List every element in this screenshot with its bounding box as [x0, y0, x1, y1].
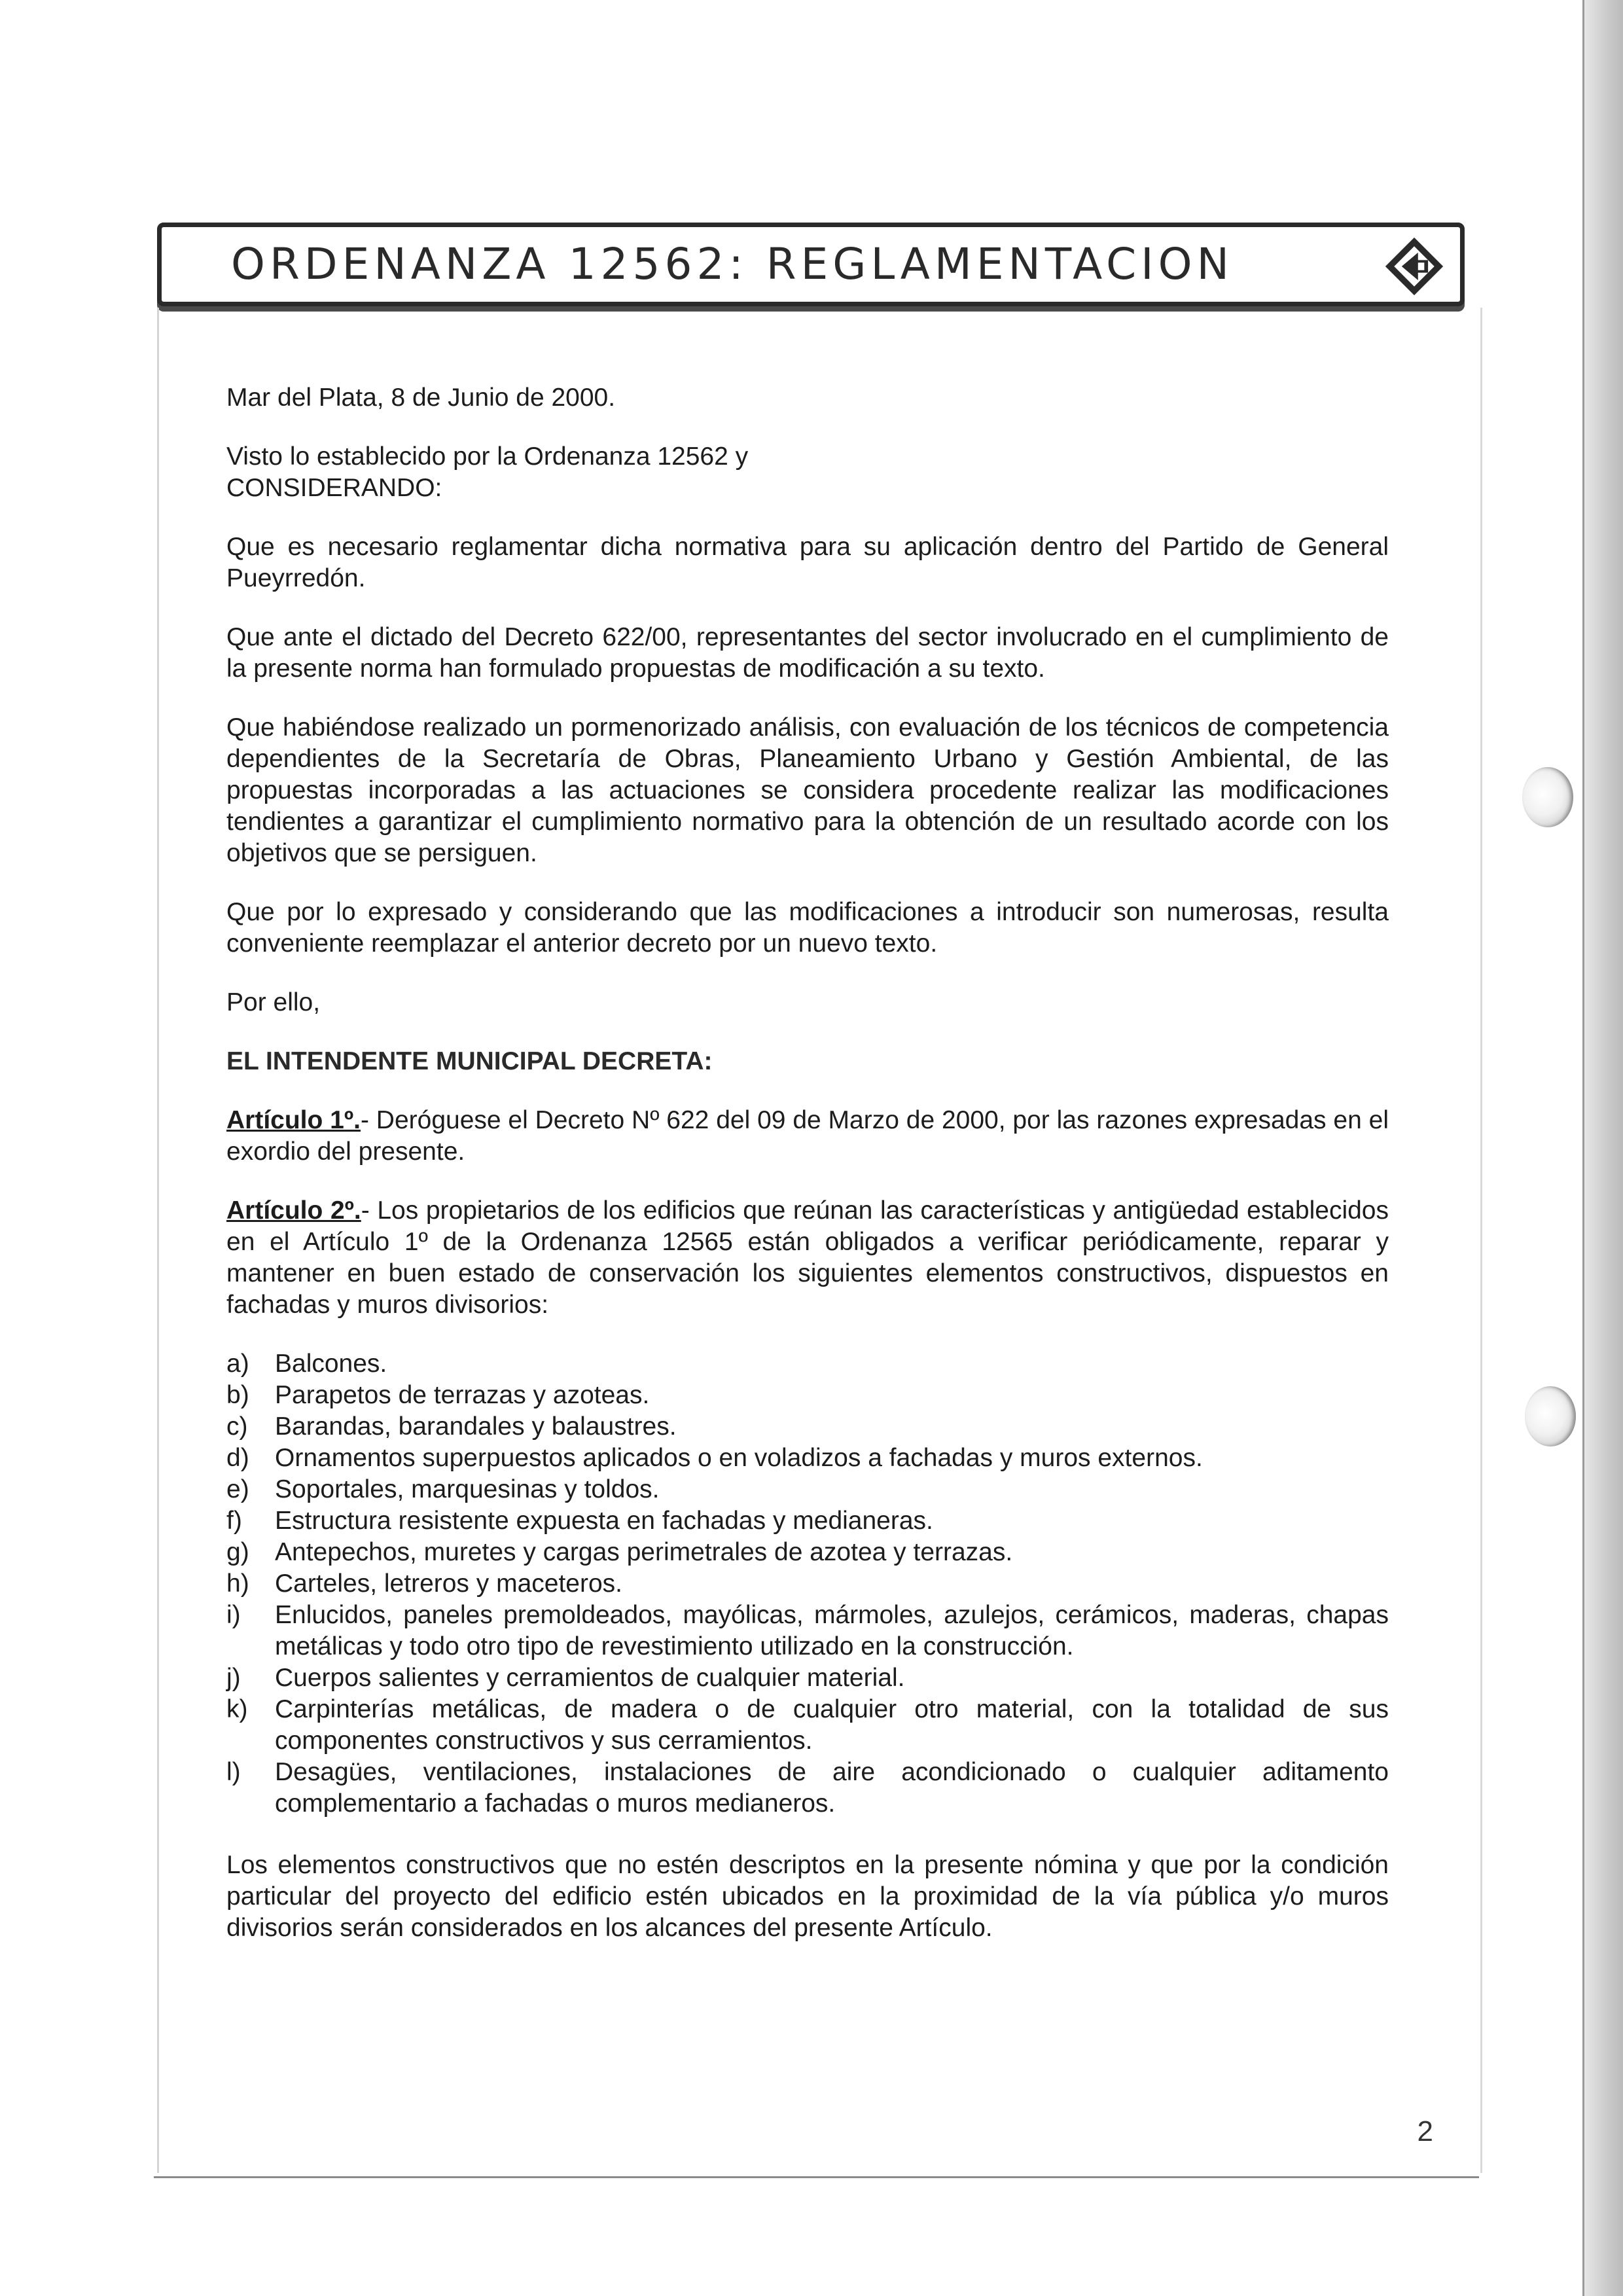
list-item [226, 1505, 1389, 1537]
document-title: ORDENANZA 12562: REGLAMENTACION [231, 239, 1234, 289]
list-item-letter: h) [226, 1570, 249, 1598]
list-item [226, 1443, 1389, 1474]
article-2 [226, 1195, 1389, 1321]
frame-left-rule [157, 308, 159, 2173]
consideration-paragraph: Que habiéndose realizado un pormenorizado análisis, con evaluación de los técnicos de competencia dependientes de la Secretaría de Obras, Planeamiento Urbano y Gestión Ambiental, de las propuestas incorporadas a las actuaciones se considera procedente realizar las modificaciones tendientes a garantizar el cumplimiento normativo para la obtención de un resultado acorde con los objetivos que se persiguen. [226, 713, 1389, 867]
punch-hole [1525, 1386, 1576, 1446]
visto-line: Visto lo establecido por la Ordenanza 12562 y [226, 442, 749, 471]
list-item-text: Desagües, ventilaciones, instalaciones de aire acondicionado o cualquier aditamento complementario a fachadas o muros medianeros. [275, 1758, 1389, 1818]
por-ello-line: Por ello, [226, 988, 321, 1016]
list-item-letter: a) [226, 1350, 249, 1378]
list-item-text: Ornamentos superpuestos aplicados o en voladizos a fachadas y muros externos. [275, 1444, 1203, 1472]
article-1-text: - Deróguese el Decreto Nº 622 del 09 de Marzo de 2000, por las razones expresadas en el exordio del presente. [226, 1106, 1389, 1166]
list-item-text: Soportales, marquesinas y toldos. [275, 1475, 660, 1503]
article-1 [226, 1105, 1389, 1168]
footer-rule [154, 2176, 1479, 2178]
list-item-letter: c) [226, 1412, 248, 1441]
list-item [226, 1662, 1389, 1694]
list-item [226, 1537, 1389, 1568]
punch-hole [1522, 767, 1573, 827]
list-item [226, 1757, 1389, 1820]
consideration-paragraph: Que es necesario reglamentar dicha normativa para su aplicación dentro del Partido de General Pueyrredón. [226, 533, 1389, 592]
elements-list [226, 1348, 1389, 1820]
page-edge-shadow [1582, 0, 1623, 2296]
list-item [226, 1600, 1389, 1662]
consideration-paragraph: Que ante el dictado del Decreto 622/00, representantes del sector involucrado en el cumplimiento de la presente norma han formulado propuestas de modificación a su texto. [226, 623, 1389, 683]
list-item [226, 1474, 1389, 1505]
document-body [226, 382, 1389, 1971]
list-item [226, 1411, 1389, 1443]
list-item-text: Enlucidos, paneles premoldeados, mayólicas, mármoles, azulejos, cerámicos, maderas, chapas metálicas y todo otro tipo de revestimiento utilizado en la construcción. [275, 1601, 1389, 1660]
consideration-paragraph: Que por lo expresado y considerando que las modificaciones a introducir son numerosas, resulta conveniente reemplazar el anterior decreto por un nuevo texto. [226, 898, 1389, 958]
frame-right-rule [1480, 308, 1482, 2173]
header-banner [157, 223, 1465, 306]
list-item-letter: j) [226, 1664, 241, 1692]
article-2-text: - Los propietarios de los edificios que reúnan las características y antigüedad establecidos en el Artículo 1º de la Ordenanza 12565 están obligados a verificar periódicamente, reparar y mantener en buen estado de conservación los siguientes elementos constructivos, dispuestos en fachadas y muros divisorios: [226, 1196, 1389, 1319]
list-item-text: Balcones. [275, 1350, 387, 1378]
list-item-text: Cuerpos salientes y cerramientos de cualquier material. [275, 1664, 905, 1692]
list-item-text: Antepechos, muretes y cargas perimetrales de azotea y terrazas. [275, 1538, 1013, 1566]
list-item-text: Barandas, barandales y balaustres. [275, 1412, 677, 1441]
list-item [226, 1694, 1389, 1757]
list-item-text: Carpinterías metálicas, de madera o de cualquier otro material, con la totalidad de sus componentes constructivos y sus cerramientos. [275, 1695, 1389, 1755]
list-item [226, 1380, 1389, 1411]
list-item-text: Estructura resistente expuesta en fachadas y medianeras. [275, 1507, 933, 1535]
list-item-letter: d) [226, 1444, 249, 1472]
list-item [226, 1568, 1389, 1600]
list-item-letter: g) [226, 1538, 249, 1566]
list-item-letter: e) [226, 1475, 249, 1503]
list-item-letter: i) [226, 1601, 241, 1629]
closing-paragraph: Los elementos constructivos que no estén descriptos en la presente nómina y que por la condición particular del proyecto del edificio estén ubicados en la proximidad de la vía pública y/o muros divisorios serán considerados en los alcances del presente Artículo. [226, 1851, 1389, 1942]
place-date: Mar del Plata, 8 de Junio de 2000. [226, 384, 616, 412]
list-item-text: Parapetos de terrazas y azoteas. [275, 1381, 650, 1409]
list-item-letter: k) [226, 1695, 248, 1723]
page-number: 2 [1417, 2115, 1433, 2147]
list-item-text: Carteles, letreros y maceteros. [275, 1570, 623, 1598]
list-item-letter: l) [226, 1758, 241, 1786]
list-item [226, 1348, 1389, 1380]
list-item-letter: b) [226, 1381, 249, 1409]
article-1-label: Artículo 1º. [226, 1106, 361, 1134]
list-item-letter: f) [226, 1507, 242, 1535]
considerando-heading: CONSIDERANDO: [226, 474, 442, 502]
decreta-heading: EL INTENDENTE MUNICIPAL DECRETA: [226, 1047, 713, 1075]
article-2-label: Artículo 2º. [226, 1196, 361, 1225]
diamond-arrow-logo-icon [1383, 235, 1446, 298]
